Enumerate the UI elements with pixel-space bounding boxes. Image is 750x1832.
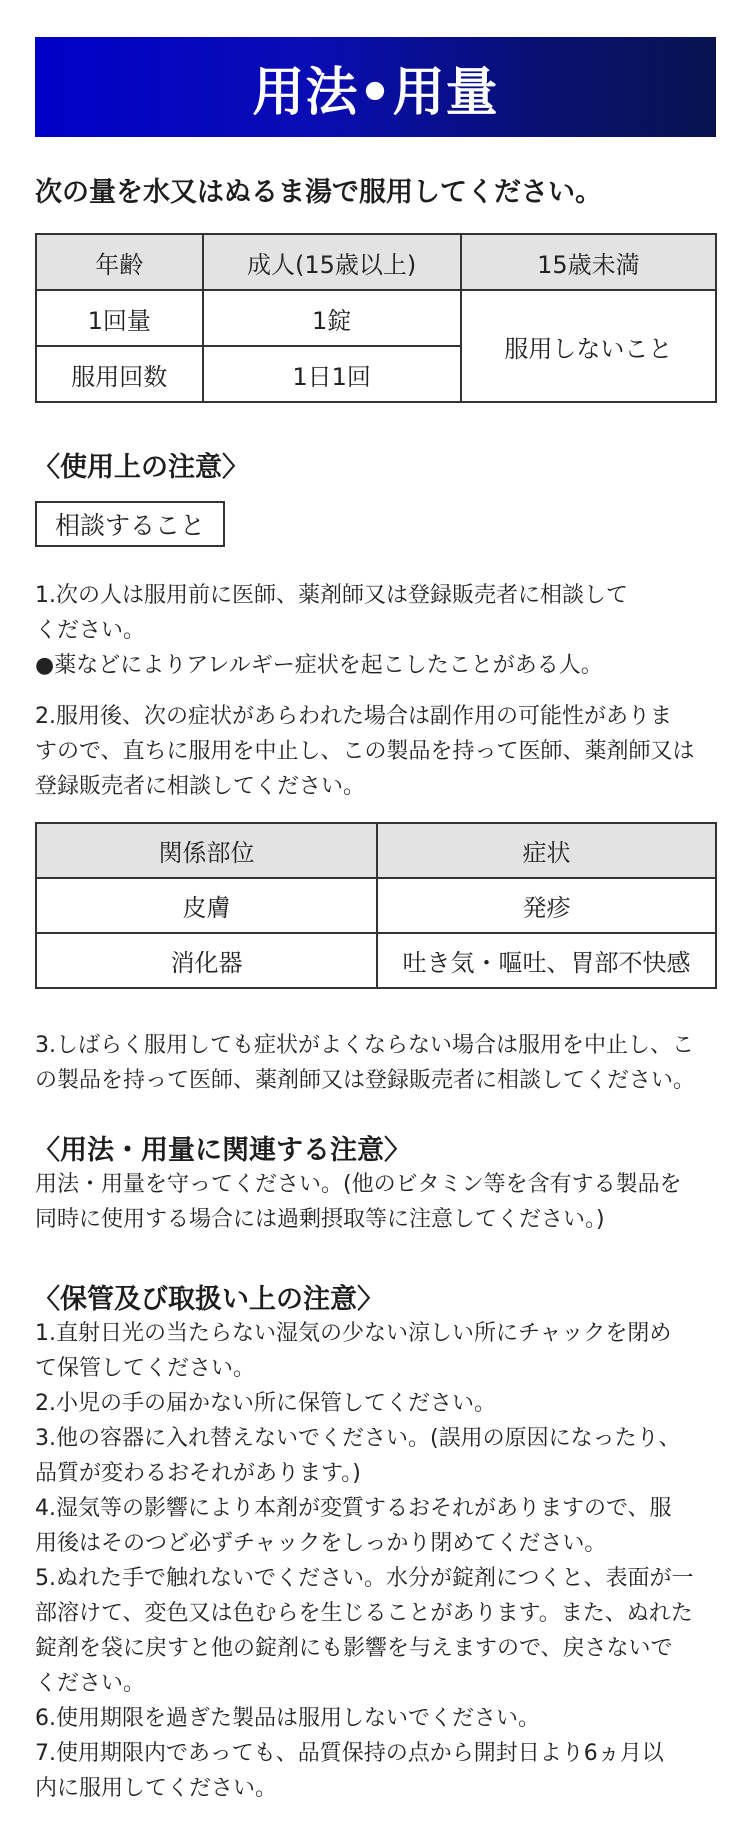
table-cell: 吐き気・嘔吐、胃部不快感	[377, 933, 716, 988]
text-line: の製品を持って医師、薬剤師又は登録販売者に相談してください。	[35, 1068, 696, 1093]
consult-label: 相談すること	[35, 501, 225, 547]
text-line: 錠剤を袋に戻すと他の錠剤にも影響を与えますので、戻さないで	[35, 1636, 673, 1661]
table-cell: 1錠	[203, 290, 461, 346]
table-header-cell: 関係部位	[36, 823, 377, 878]
text-line: 5.ぬれた手で触れないでください。水分が錠剤につくと、表面が一	[35, 1566, 694, 1591]
table-header-cell: 年齢	[36, 234, 203, 290]
item-2	[35, 699, 720, 804]
table-row	[36, 933, 716, 988]
text-line: ●薬などによりアレルギー症状を起こしたことがある人。	[35, 653, 603, 678]
text-line: 登録販売者に相談してください。	[35, 774, 366, 799]
symptom-table	[35, 822, 717, 989]
text-line: 3.他の容器に入れ替えないでください。(誤用の原因になったり、	[35, 1426, 681, 1451]
text-line: て保管してください。	[35, 1356, 256, 1381]
title-banner	[35, 37, 716, 137]
table-row	[36, 290, 716, 346]
text-line: 2.服用後、次の症状があらわれた場合は副作用の可能性がありま	[35, 704, 672, 729]
table-header-cell: 症状	[377, 823, 716, 878]
caution-heading: 〈使用上の注意〉	[33, 452, 249, 483]
table-cell: 消化器	[36, 933, 377, 988]
text-line: 7.使用期限内であっても、品質保持の点から開封日より6ヵ月以	[35, 1741, 664, 1766]
item-1	[35, 578, 720, 683]
under15-cell: 服用しないこと	[461, 290, 716, 402]
text-line: ください。	[35, 618, 146, 643]
text-line: 1.直射日光の当たらない湿気の少ない涼しい所にチャックを閉め	[35, 1321, 672, 1346]
storage-heading: 〈保管及び取扱い上の注意〉	[33, 1284, 384, 1315]
text-line: 3.しばらく服用しても症状がよくならない場合は服用を中止し、こ	[35, 1033, 694, 1058]
dosage-instruction: 次の量を水又はぬるま湯で服用してください。	[35, 177, 602, 208]
usage-caution-heading: 〈用法・用量に関連する注意〉	[33, 1135, 411, 1166]
table-header-cell: 15歳未満	[461, 234, 716, 290]
dosage-table	[35, 233, 717, 403]
storage-list	[35, 1316, 720, 1806]
text-line: 1.次の人は服用前に医師、薬剤師又は登録販売者に相談して	[35, 583, 628, 608]
table-cell: 服用回数	[36, 346, 203, 402]
text-line: すので、直ちに服用を中止し、この製品を持って医師、薬剤師又は	[35, 739, 695, 764]
text-line: 品質が変わるおそれがあります。)	[35, 1461, 361, 1486]
text-line: 6.使用期限を過ぎた製品は服用しないでください。	[35, 1706, 540, 1731]
item-3	[35, 1028, 720, 1098]
table-row	[36, 878, 716, 933]
text-line: 用法・用量を守ってください。(他のビタミン等を含有する製品を	[35, 1172, 682, 1197]
table-cell: 1日1回	[203, 346, 461, 402]
text-line: 部溶けて、変色又は色むらを生じることがあります。また、ぬれた	[35, 1601, 693, 1626]
usage-caution-text	[35, 1167, 720, 1237]
table-header-cell: 成人(15歳以上)	[203, 234, 461, 290]
banner-title: 用法•用量	[252, 62, 499, 123]
table-cell: 1回量	[36, 290, 203, 346]
text-line: 用後はそのつど必ずチャックをしっかり閉めてください。	[35, 1531, 607, 1556]
text-line: 2.小児の手の届かない所に保管してください。	[35, 1391, 496, 1416]
table-header-row	[36, 234, 716, 290]
text-line: 内に服用してください。	[35, 1776, 278, 1801]
text-line: 4.湿気等の影響により本剤が変質するおそれがありますので、服	[35, 1496, 672, 1521]
text-line: ください。	[35, 1671, 146, 1696]
table-cell: 皮膚	[36, 878, 377, 933]
text-line: 同時に使用する場合には過剰摂取等に注意してください。)	[35, 1207, 605, 1232]
table-cell: 発疹	[377, 878, 716, 933]
table-header-row	[36, 823, 716, 878]
